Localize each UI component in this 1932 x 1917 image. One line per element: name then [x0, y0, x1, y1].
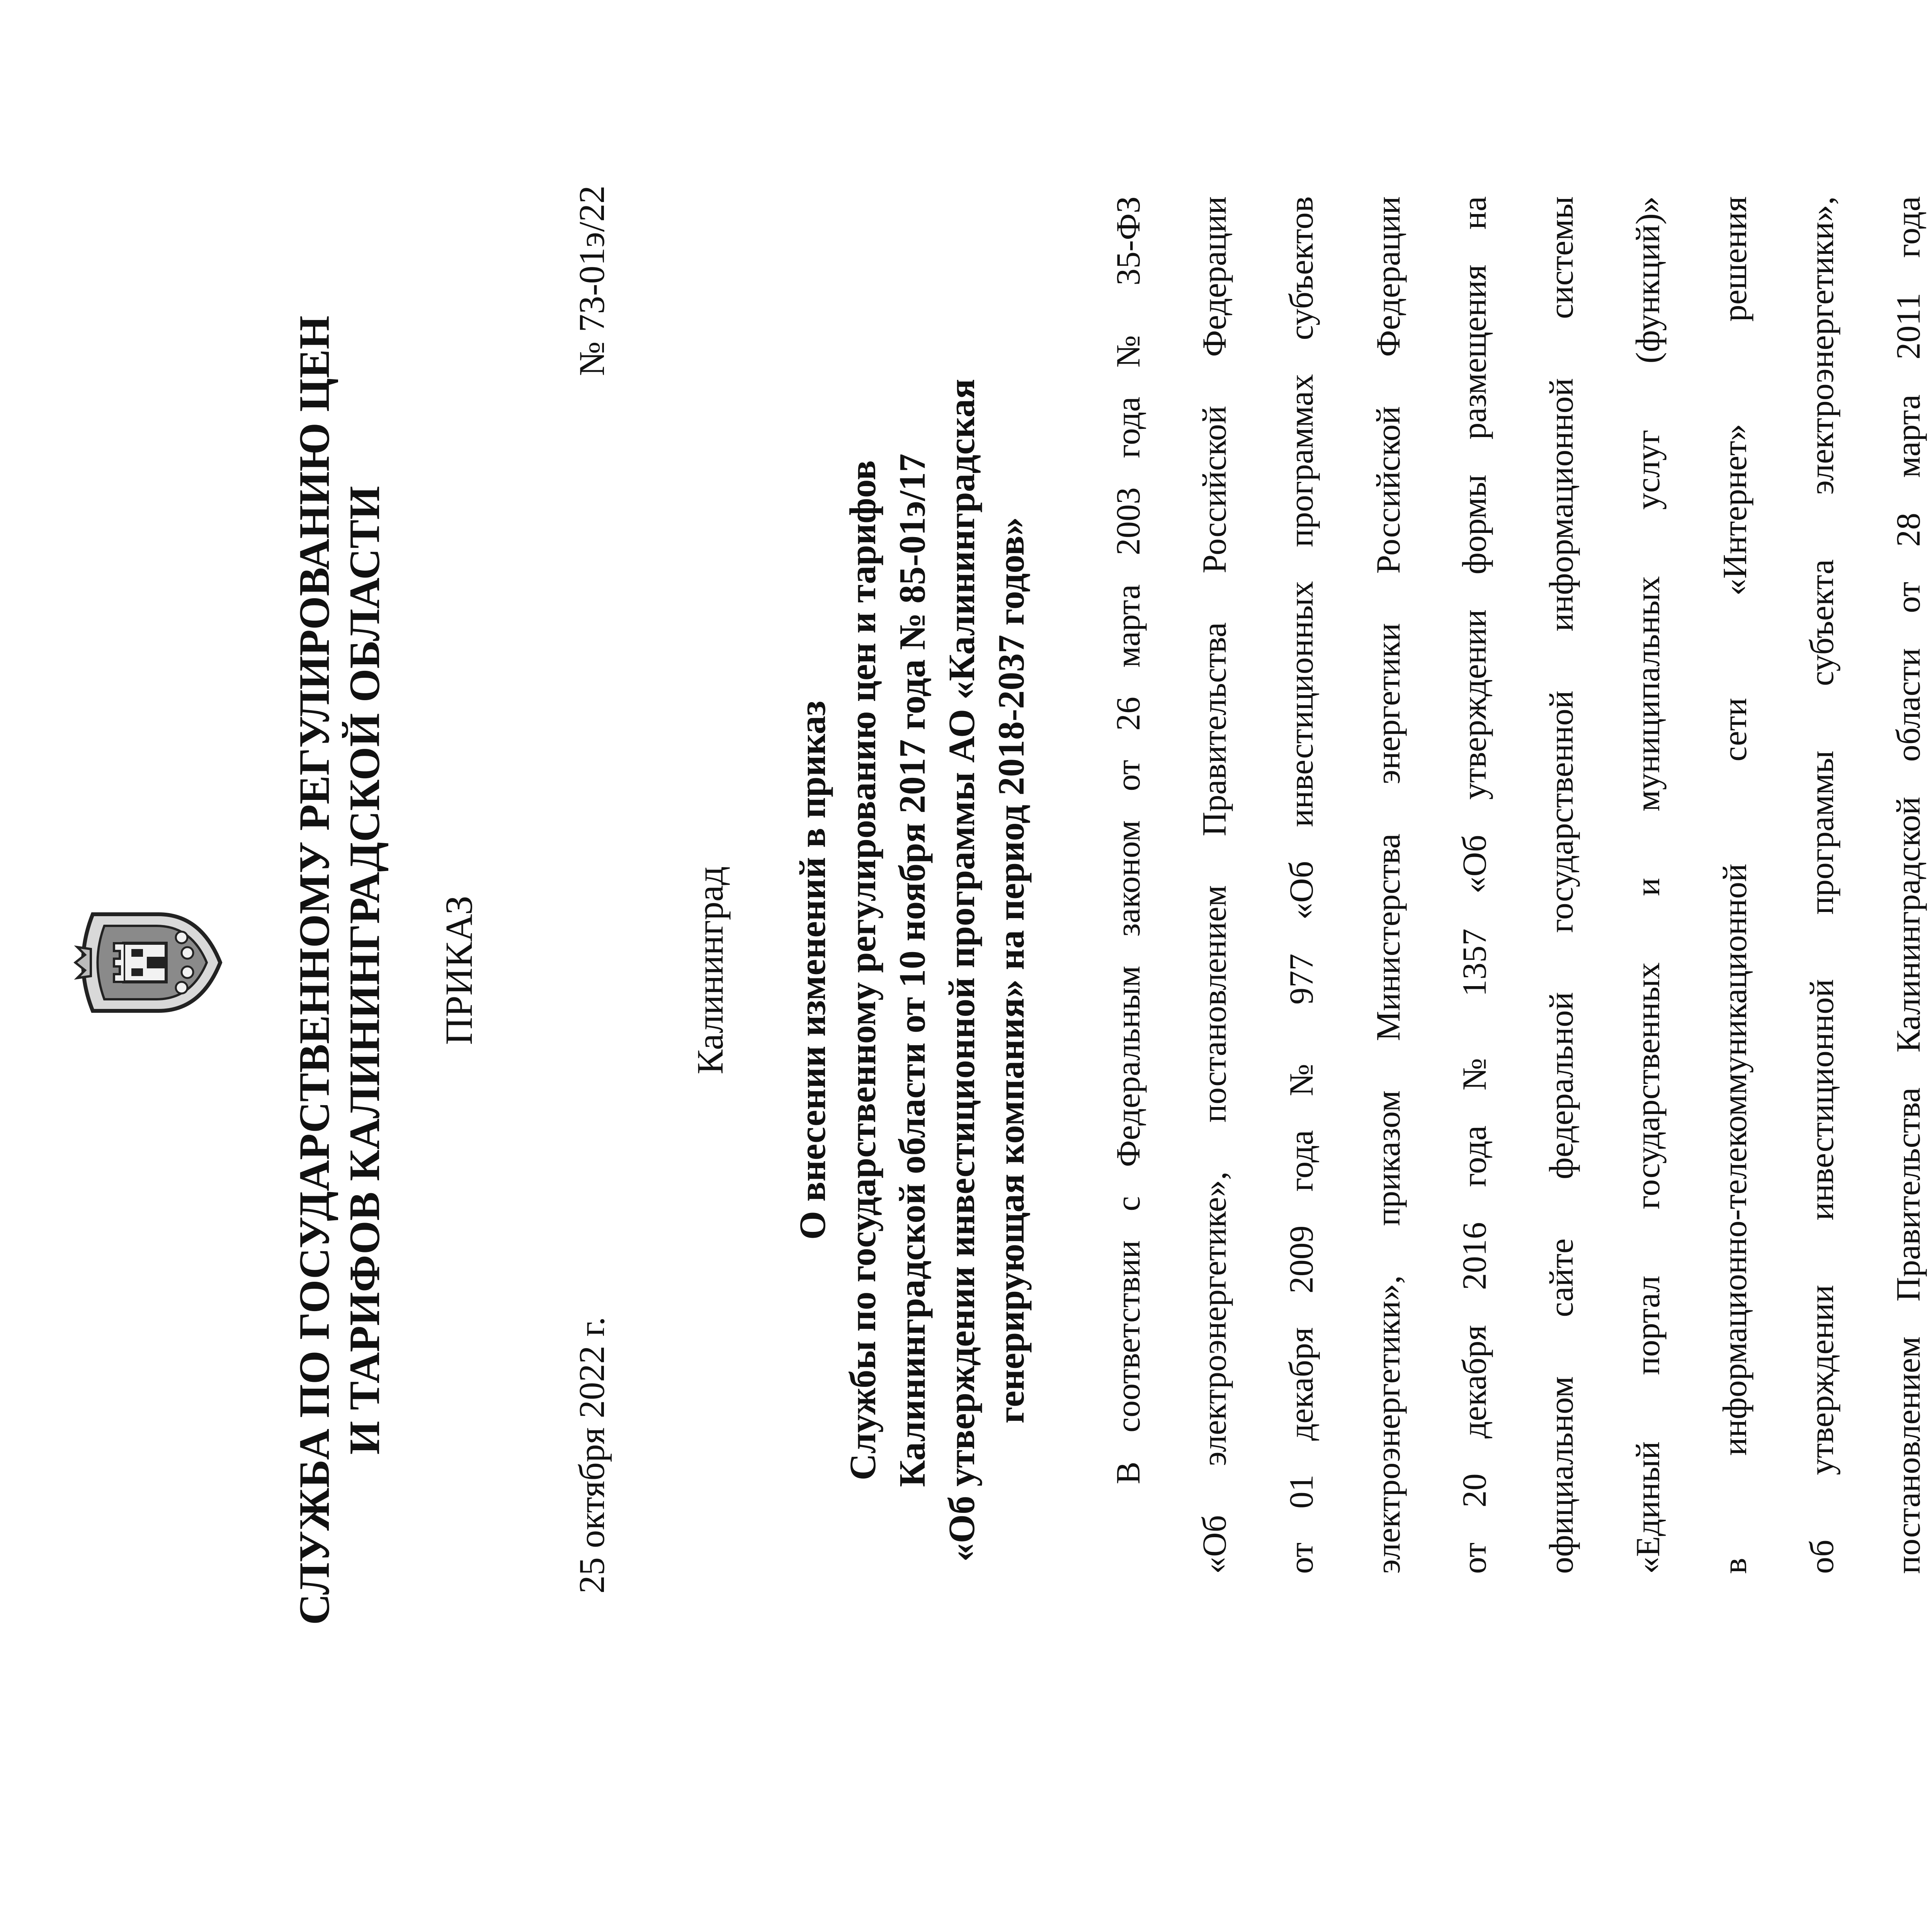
body-text-line: постановлением Правительства Калининградской области от 28 марта 2011 года — [1890, 196, 1927, 1574]
body-text-line: в информационно-телекоммуникационной сети «Интернет» решения — [1716, 196, 1754, 1574]
document-city: Калининград — [689, 866, 731, 1075]
document-number: № 73-01э/22 — [572, 185, 612, 376]
document-title-line: «Об утверждении инвестиционной программы АО «Калининградская — [941, 379, 982, 1562]
body-text-line: от 20 декабря 2016 года № 1357 «Об утверждении формы размещения на — [1456, 196, 1493, 1574]
document-date: 25 октября 2022 г. — [572, 1317, 612, 1594]
document-title-line: генерирующая компания» на период 2018-2037 годов» — [990, 517, 1032, 1424]
body-text-line: от 01 декабря 2009 года № 977 «Об инвестиционных программах субъектов — [1283, 196, 1320, 1574]
document-type: ПРИКАЗ — [437, 895, 480, 1045]
document-title-line: Калининградской области от 10 ноября 2017 года № 85-01э/17 — [891, 453, 933, 1487]
body-text-line: электроэнергетики», приказом Министерства энергетики Российской Федерации — [1370, 196, 1407, 1574]
body-text-line: В соответствии с Федеральным законом от 26 марта 2003 года № 35-ФЗ — [1110, 196, 1147, 1484]
coat-of-arms-icon — [70, 899, 224, 1026]
organization-name-line1: СЛУЖБА ПО ГОСУДАРСТВЕННОМУ РЕГУЛИРОВАНИЮ ЦЕН — [291, 315, 338, 1625]
organization-name-line2: И ТАРИФОВ КАЛИНИНГРАДСКОЙ ОБЛАСТИ — [341, 486, 389, 1455]
body-text-line: об утверждении инвестиционной программы субъекта электроэнергетики», — [1803, 196, 1841, 1574]
body-text-line: «Об электроэнергетике», постановлением Правительства Российской Федерации — [1196, 196, 1233, 1574]
body-text-line: «Единый портал государственных и муниципальных услуг (функций)» — [1629, 196, 1667, 1574]
document-title-line: Службы по государственному регулированию цен и тарифов — [842, 460, 883, 1481]
body-text-line: официальном сайте федеральной государственной информационной системы — [1543, 196, 1580, 1574]
document-title-line: О внесении изменений в приказ — [792, 701, 833, 1240]
